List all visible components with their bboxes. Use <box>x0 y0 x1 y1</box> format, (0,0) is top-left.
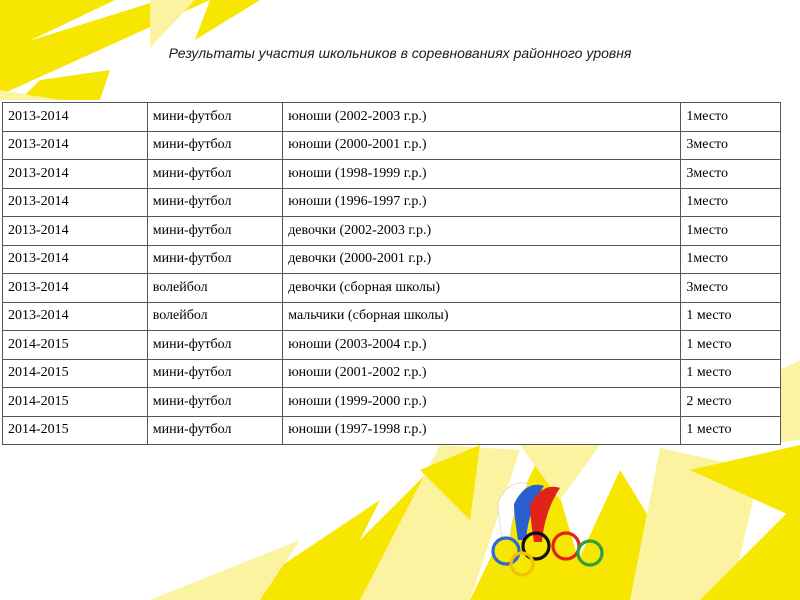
sport-cell: волейбол <box>147 274 282 303</box>
season-cell: 2013-2014 <box>3 302 148 331</box>
place-cell: 1место <box>681 103 781 132</box>
season-cell: 2013-2014 <box>3 131 148 160</box>
page-title: Результаты участия школьников в соревнованиях районного уровня <box>168 45 632 61</box>
team-cell: юноши (1997-1998 г.р.) <box>283 416 681 445</box>
table-row <box>3 302 781 331</box>
table-row <box>3 131 781 160</box>
season-cell: 2013-2014 <box>3 188 148 217</box>
table-row <box>3 160 781 189</box>
sport-cell: мини-футбол <box>147 103 282 132</box>
season-cell: 2014-2015 <box>3 331 148 360</box>
team-cell: мальчики (сборная школы) <box>283 302 681 331</box>
table-row <box>3 331 781 360</box>
sport-cell: мини-футбол <box>147 217 282 246</box>
table-row <box>3 188 781 217</box>
table-row <box>3 388 781 417</box>
table-row <box>3 416 781 445</box>
sport-cell: мини-футбол <box>147 416 282 445</box>
place-cell: 1 место <box>681 331 781 360</box>
sport-cell: мини-футбол <box>147 188 282 217</box>
olympic-rings-flag-logo <box>480 478 620 578</box>
place-cell: 1 место <box>681 302 781 331</box>
table-row <box>3 274 781 303</box>
place-cell: 3место <box>681 160 781 189</box>
place-cell: 3место <box>681 274 781 303</box>
team-cell: юноши (2002-2003 г.р.) <box>283 103 681 132</box>
team-cell: юноши (2000-2001 г.р.) <box>283 131 681 160</box>
table-row <box>3 217 781 246</box>
season-cell: 2013-2014 <box>3 217 148 246</box>
flag-stripes-icon <box>498 483 560 542</box>
season-cell: 2014-2015 <box>3 388 148 417</box>
place-cell: 1 место <box>681 416 781 445</box>
team-cell: юноши (2001-2002 г.р.) <box>283 359 681 388</box>
team-cell: юноши (1999-2000 г.р.) <box>283 388 681 417</box>
sport-cell: мини-футбол <box>147 388 282 417</box>
results-table <box>2 102 781 445</box>
place-cell: 1место <box>681 217 781 246</box>
place-cell: 1 место <box>681 359 781 388</box>
team-cell: девочки (2000-2001 г.р.) <box>283 245 681 274</box>
sport-cell: волейбол <box>147 302 282 331</box>
team-cell: юноши (2003-2004 г.р.) <box>283 331 681 360</box>
team-cell: девочки (2002-2003 г.р.) <box>283 217 681 246</box>
season-cell: 2013-2014 <box>3 245 148 274</box>
season-cell: 2013-2014 <box>3 160 148 189</box>
season-cell: 2014-2015 <box>3 416 148 445</box>
place-cell: 3место <box>681 131 781 160</box>
table-row <box>3 103 781 132</box>
table-row <box>3 245 781 274</box>
sport-cell: мини-футбол <box>147 331 282 360</box>
sport-cell: мини-футбол <box>147 160 282 189</box>
table-row <box>3 359 781 388</box>
season-cell: 2014-2015 <box>3 359 148 388</box>
season-cell: 2013-2014 <box>3 274 148 303</box>
sport-cell: мини-футбол <box>147 131 282 160</box>
place-cell: 1место <box>681 188 781 217</box>
olympic-rings-icon <box>493 533 602 575</box>
season-cell: 2013-2014 <box>3 103 148 132</box>
team-cell: юноши (1996-1997 г.р.) <box>283 188 681 217</box>
place-cell: 1место <box>681 245 781 274</box>
team-cell: юноши (1998-1999 г.р.) <box>283 160 681 189</box>
place-cell: 2 место <box>681 388 781 417</box>
sport-cell: мини-футбол <box>147 359 282 388</box>
sport-cell: мини-футбол <box>147 245 282 274</box>
team-cell: девочки (сборная школы) <box>283 274 681 303</box>
